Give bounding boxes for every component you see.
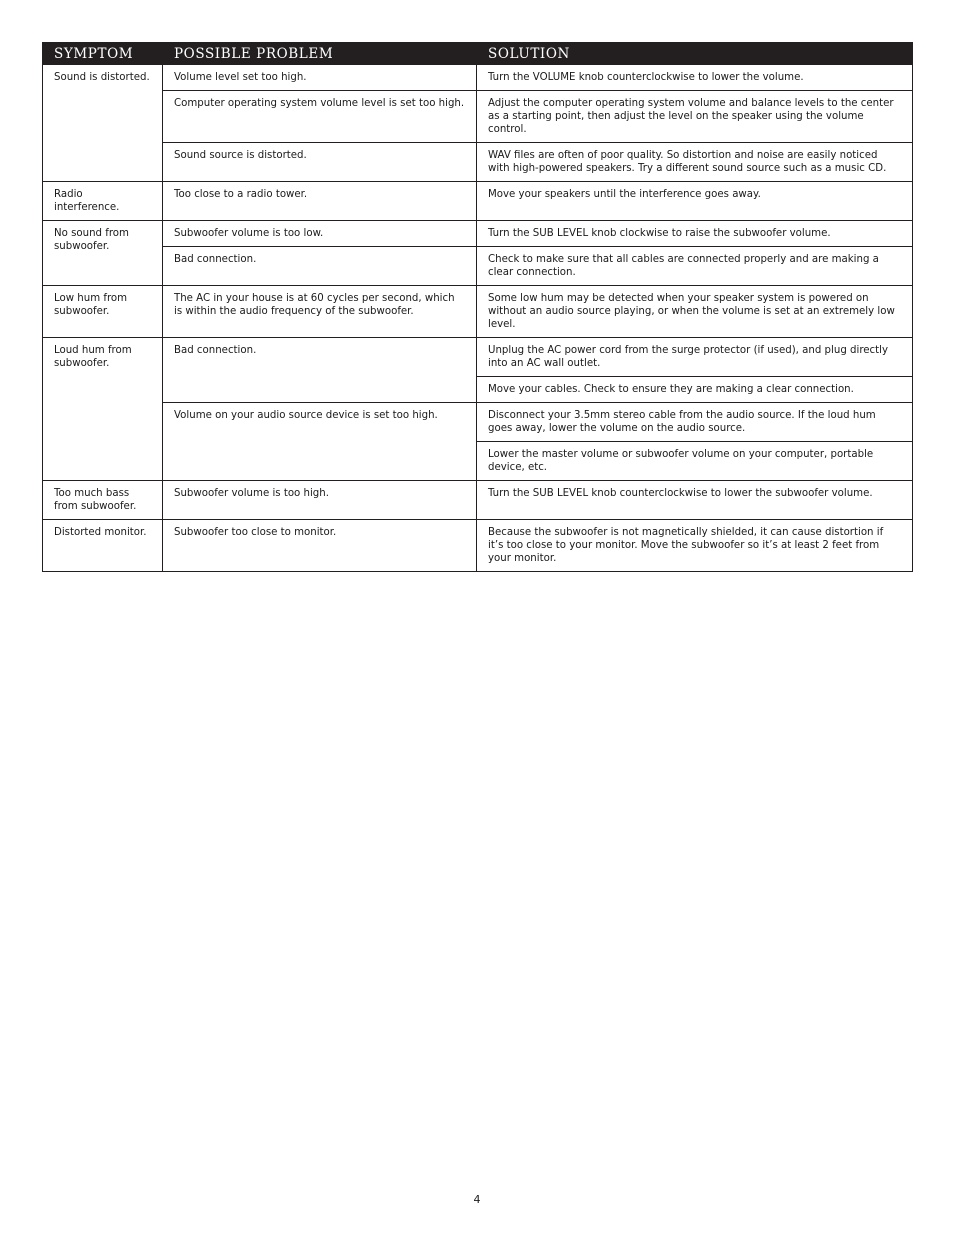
possible-problem-header: POSSIBLE PROBLEM (163, 43, 477, 65)
problem-cell: Bad connection. (163, 338, 477, 403)
table-row (43, 338, 913, 377)
table-row (43, 182, 913, 221)
symptom-cell: Distorted monitor. (43, 520, 163, 572)
table-row (43, 520, 913, 572)
symptom-cell: Sound is distorted. (43, 65, 163, 182)
solution-cell: Because the subwoofer is not magnetically shielded, it can cause distortion if it’s too close to your monitor. Move the subwoofer so it’s at least 2 feet from your monitor. (477, 520, 913, 572)
table-row (43, 65, 913, 91)
symptom-cell: Too much bass from subwoofer. (43, 481, 163, 520)
table-row (43, 481, 913, 520)
problem-cell: Volume on your audio source device is set too high. (163, 403, 477, 481)
solution-cell: Move your speakers until the interference goes away. (477, 182, 913, 221)
table-row (43, 91, 913, 143)
solution-cell: Turn the SUB LEVEL knob clockwise to raise the subwoofer volume. (477, 221, 913, 247)
table-row (43, 403, 913, 442)
table-body (43, 65, 913, 572)
symptom-cell: Loud hum from subwoofer. (43, 338, 163, 481)
symptom-cell: Low hum from subwoofer. (43, 286, 163, 338)
table-row (43, 221, 913, 247)
solution-cell: Unplug the AC power cord from the surge protector (if used), and plug directly into an AC wall outlet. (477, 338, 913, 377)
solution-cell: Turn the SUB LEVEL knob counterclockwise to lower the subwoofer volume. (477, 481, 913, 520)
troubleshooting-table (42, 42, 913, 572)
table-row (43, 286, 913, 338)
symptom-header: SYMPTOM (43, 43, 163, 65)
symptom-cell: No sound from subwoofer. (43, 221, 163, 286)
problem-cell: Too close to a radio tower. (163, 182, 477, 221)
problem-cell: Computer operating system volume level is set too high. (163, 91, 477, 143)
problem-cell: Subwoofer volume is too low. (163, 221, 477, 247)
problem-cell: Subwoofer volume is too high. (163, 481, 477, 520)
problem-cell: Subwoofer too close to monitor. (163, 520, 477, 572)
solution-cell: Disconnect your 3.5mm stereo cable from the audio source. If the loud hum goes away, lower the volume on the audio source. (477, 403, 913, 442)
solution-header: SOLUTION (477, 43, 913, 65)
solution-cell: Lower the master volume or subwoofer volume on your computer, portable device, etc. (477, 442, 913, 481)
solution-cell: WAV files are often of poor quality. So distortion and noise are easily noticed with high-powered speakers. Try a different sound source such as a music CD. (477, 143, 913, 182)
solution-cell: Adjust the computer operating system volume and balance levels to the center as a starting point, then adjust the level on the speaker using the volume control. (477, 91, 913, 143)
solution-cell: Move your cables. Check to ensure they are making a clear connection. (477, 377, 913, 403)
table-row (43, 247, 913, 286)
problem-cell: Sound source is distorted. (163, 143, 477, 182)
problem-cell: Volume level set too high. (163, 65, 477, 91)
solution-cell: Check to make sure that all cables are connected properly and are making a clear connection. (477, 247, 913, 286)
problem-cell: The AC in your house is at 60 cycles per second, which is within the audio frequency of the subwoofer. (163, 286, 477, 338)
solution-cell: Some low hum may be detected when your speaker system is powered on without an audio source playing, or when the volume is set at an extremely low level. (477, 286, 913, 338)
symptom-cell: Radio interference. (43, 182, 163, 221)
problem-cell: Bad connection. (163, 247, 477, 286)
table-header-row (43, 43, 913, 65)
solution-cell: Turn the VOLUME knob counterclockwise to lower the volume. (477, 65, 913, 91)
troubleshooting-sheet (42, 42, 912, 572)
table-row (43, 143, 913, 182)
page-number: 4 (473, 1193, 481, 1206)
